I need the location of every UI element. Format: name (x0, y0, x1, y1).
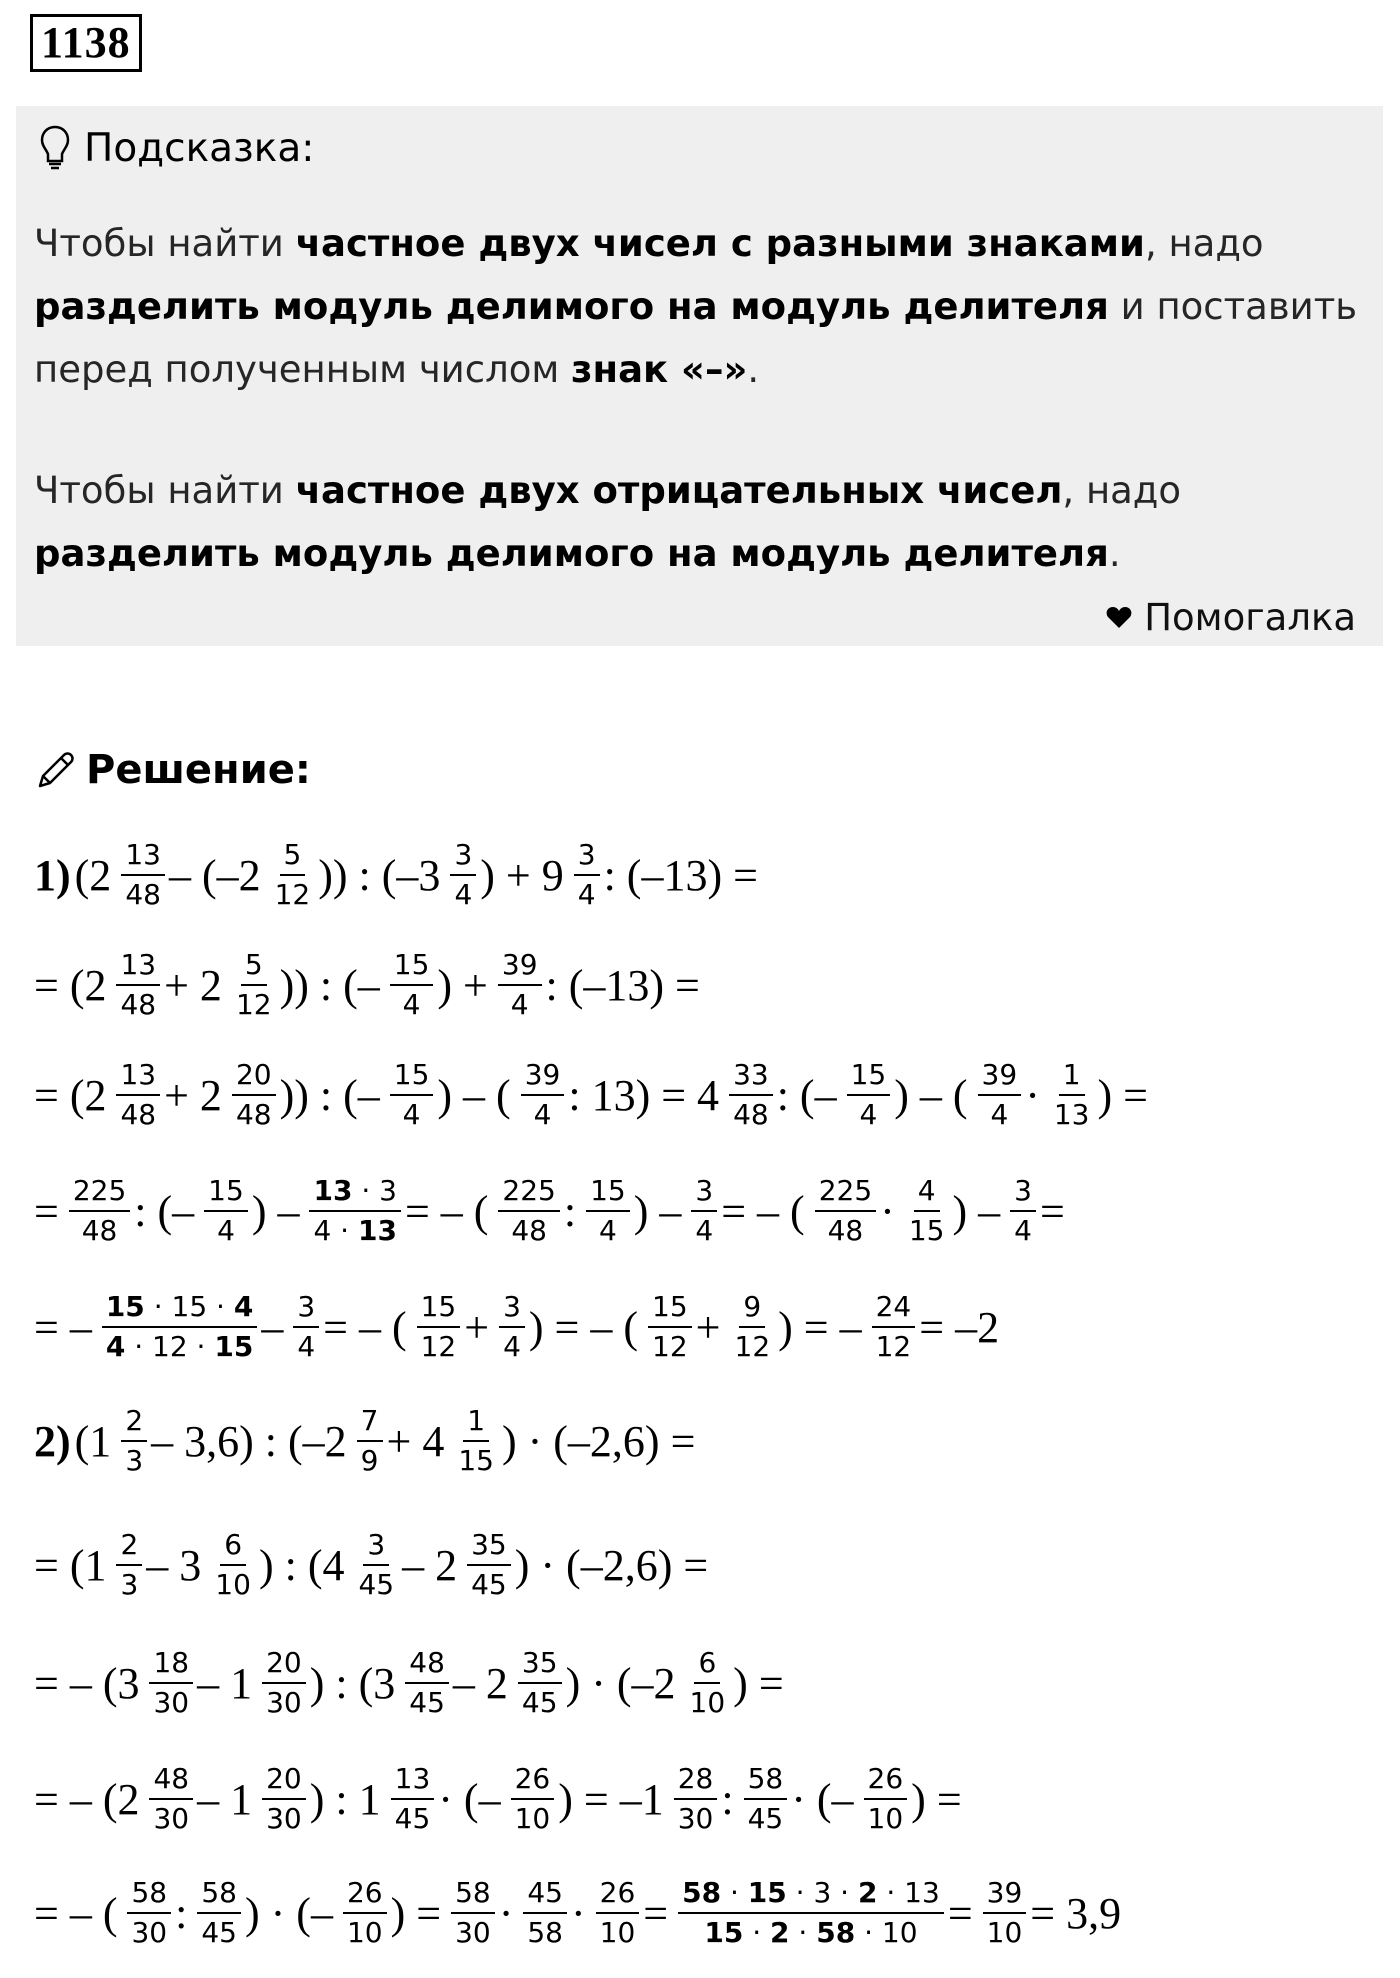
fraction-denominator: 4 (859, 1098, 878, 1131)
fraction-denominator: 30 (266, 1686, 302, 1719)
fraction (499, 1288, 525, 1366)
fraction-denominator: 48 (827, 1214, 864, 1247)
fraction (102, 1288, 257, 1366)
fraction (498, 946, 542, 1024)
fraction-numerator: 3 (691, 1172, 717, 1212)
math-text: = (1039, 1186, 1065, 1236)
fraction (197, 1874, 241, 1952)
item-label: 2) (34, 1416, 71, 1466)
math-text: = – ( (404, 1186, 489, 1236)
fraction-denominator: 30 (153, 1686, 190, 1719)
fraction-numerator: 15 (390, 1056, 434, 1096)
pencil-icon (36, 750, 76, 790)
fraction (121, 1402, 147, 1480)
math-text: : (175, 1888, 188, 1938)
fraction-denominator: 30 (131, 1916, 168, 1949)
fraction-denominator: 45 (409, 1686, 445, 1719)
math-text: )) : (–3 (318, 850, 441, 900)
math-text: ) – (952, 1186, 1001, 1236)
emphasis-text: знак «–» (571, 348, 748, 391)
equation-line (34, 1628, 788, 1738)
fraction (691, 1172, 717, 1250)
math-text: + 2 (164, 1070, 222, 1120)
hint-text: , надо (1062, 469, 1182, 512)
emphasis-text: разделить модуль делимого на модуль делителя (34, 285, 1109, 328)
fraction (983, 1874, 1027, 1952)
fraction-numerator: 1 (463, 1402, 489, 1442)
fraction-numerator: 39 (983, 1874, 1027, 1914)
fraction-numerator: 5 (280, 836, 306, 876)
math-text: ) · (– (244, 1888, 333, 1938)
math-text: = – ( (323, 1302, 407, 1352)
fraction (271, 836, 315, 914)
fraction-denominator: 4 · 13 (313, 1214, 397, 1247)
fraction (121, 836, 165, 914)
fraction-numerator: 58 (197, 1874, 241, 1914)
math-text: )) : (– (279, 1070, 380, 1120)
fraction-denominator: 12 (652, 1330, 688, 1363)
fraction-numerator: 3 (450, 836, 476, 876)
fraction-denominator: 4 (1014, 1214, 1032, 1247)
fraction-numerator: 3 (1010, 1172, 1036, 1212)
fraction-denominator: 4 (510, 988, 529, 1021)
fraction (574, 836, 600, 914)
fraction (729, 1056, 773, 1134)
math-text: ) = – (778, 1302, 862, 1352)
fraction (523, 1874, 567, 1952)
math-text: = – ( (34, 1888, 118, 1938)
fraction (905, 1172, 949, 1250)
fraction-numerator: 28 (674, 1760, 718, 1800)
fraction (127, 1874, 171, 1952)
math-text: – 2 (402, 1540, 458, 1590)
fraction-numerator: 15 (847, 1056, 891, 1096)
math-text: = (947, 1888, 973, 1938)
fraction-numerator: 58 (451, 1874, 495, 1914)
fraction-denominator: 10 (346, 1916, 383, 1949)
hint-paragraph-1 (34, 212, 1364, 401)
fraction-numerator: 1 (1059, 1056, 1085, 1096)
fraction-numerator: 13 (121, 836, 165, 876)
math-text: ) · (–2,6) = (501, 1416, 696, 1466)
fraction-denominator: 4 (402, 988, 421, 1021)
fraction-numerator: 15 (648, 1288, 692, 1328)
emphasis-text: разделить модуль делимого на модуль делителя (34, 532, 1109, 575)
hint-text: . (747, 348, 760, 391)
math-text: : 13) = 4 (568, 1070, 720, 1120)
fraction (511, 1760, 555, 1838)
math-text: ) · (–2,6) = (514, 1540, 709, 1590)
math-text: ) – (251, 1186, 300, 1236)
fraction-numerator: 225 (498, 1172, 559, 1212)
fraction-denominator: 45 (201, 1916, 237, 1949)
task-number: 1138 (30, 14, 142, 72)
fraction-denominator: 12 (875, 1330, 912, 1363)
fraction-numerator: 48 (405, 1644, 449, 1684)
fraction (390, 946, 434, 1024)
hint-text: Чтобы найти (34, 469, 296, 512)
fraction-numerator: 9 (739, 1288, 765, 1328)
fraction (648, 1288, 692, 1366)
math-text: = – (2 (34, 1774, 140, 1824)
fraction-denominator: 4 · 12 · 15 (105, 1330, 254, 1363)
fraction-numerator: 15 · 15 · 4 (102, 1288, 257, 1328)
math-text: = –2 (919, 1302, 1000, 1352)
fraction (467, 1526, 511, 1604)
math-text: = (1 (34, 1540, 107, 1590)
fraction-numerator: 26 (511, 1760, 555, 1800)
fraction-denominator: 15 (908, 1214, 945, 1247)
fraction-numerator: 3 (293, 1288, 319, 1328)
fraction-denominator: 10 (215, 1568, 251, 1601)
fraction-denominator: 48 (120, 1098, 157, 1131)
fraction (498, 1172, 559, 1250)
math-text: = (2 (34, 960, 107, 1010)
fraction-numerator: 18 (149, 1644, 193, 1684)
fraction (978, 1056, 1022, 1134)
fraction-numerator: 15 (204, 1172, 248, 1212)
fraction-numerator: 3 (499, 1288, 525, 1328)
math-text: ) = (911, 1774, 962, 1824)
hint-title (40, 118, 314, 178)
math-text: (2 (74, 850, 112, 900)
fraction-numerator: 58 (744, 1760, 788, 1800)
hint-title-text: Подсказка: (84, 125, 315, 171)
fraction (417, 1288, 461, 1366)
math-text: = 3,9 (1030, 1888, 1122, 1938)
fraction-denominator: 45 (747, 1802, 784, 1835)
math-text: ) = (390, 1888, 442, 1938)
fraction-numerator: 13 (391, 1760, 435, 1800)
fraction-numerator: 3 (574, 836, 600, 876)
fraction-denominator: 12 (420, 1330, 457, 1363)
fraction-denominator: 4 (695, 1214, 714, 1247)
math-text: – (261, 1302, 284, 1352)
fraction-numerator: 7 (357, 1402, 383, 1442)
fraction-denominator: 30 (455, 1916, 491, 1949)
fraction (674, 1760, 718, 1838)
fraction-numerator: 2 (121, 1402, 147, 1442)
fraction (450, 836, 476, 914)
equation-line (34, 1156, 1069, 1266)
solution-title (36, 740, 311, 800)
heart-icon (1106, 605, 1132, 629)
math-text: + (464, 1302, 490, 1352)
math-text: – (–2 (168, 850, 261, 900)
math-text: – 1 (197, 1774, 253, 1824)
fraction-numerator: 26 (596, 1874, 640, 1914)
math-text: ) : (3 (309, 1658, 396, 1708)
math-text: ) : (4 (258, 1540, 345, 1590)
fraction-denominator: 58 (527, 1916, 563, 1949)
fraction-denominator: 4 (217, 1214, 235, 1247)
fraction-denominator: 10 (599, 1916, 636, 1949)
hint-text: . (1108, 532, 1121, 575)
fraction (686, 1644, 730, 1722)
fraction-denominator: 48 (125, 878, 161, 911)
math-text: = – (3 (34, 1658, 140, 1708)
fraction (309, 1172, 400, 1250)
math-text: ) – ( (894, 1070, 968, 1120)
math-text: = (643, 1888, 669, 1938)
math-text: ) · (–2 (565, 1658, 676, 1708)
fraction-numerator: 26 (343, 1874, 387, 1914)
credit-text: Помогалка (1144, 595, 1356, 639)
hint-text: и поставить перед полученным числом (34, 285, 1358, 391)
math-text: : (– (134, 1186, 195, 1236)
fraction (815, 1172, 876, 1250)
fraction-numerator: 20 (262, 1760, 306, 1800)
fraction-denominator: 10 (867, 1802, 904, 1835)
fraction-numerator: 2 (116, 1526, 142, 1566)
math-text: )) : (– (279, 960, 380, 1010)
fraction (69, 1172, 130, 1250)
math-text: = – (34, 1302, 92, 1352)
fraction (232, 946, 276, 1024)
math-text: · (1025, 1070, 1040, 1120)
fraction-denominator: 48 (120, 988, 157, 1021)
fraction-denominator: 45 (394, 1802, 431, 1835)
equation-line (34, 1386, 699, 1496)
fraction-denominator: 30 (677, 1802, 714, 1835)
math-text: · (– (438, 1774, 501, 1824)
fraction-denominator: 10 (986, 1916, 1023, 1949)
equation-line (34, 930, 704, 1040)
fraction (149, 1760, 193, 1838)
fraction-numerator: 39 (521, 1056, 565, 1096)
fraction (116, 1526, 142, 1604)
fraction-denominator: 48 (81, 1214, 118, 1247)
fraction-denominator: 30 (266, 1802, 302, 1835)
fraction-numerator: 26 (864, 1760, 908, 1800)
fraction-denominator: 12 (734, 1330, 771, 1363)
fraction-numerator: 15 (390, 946, 434, 986)
math-text: – 2 (452, 1658, 508, 1708)
lightbulb-icon (40, 125, 70, 171)
fraction-numerator: 39 (498, 946, 542, 986)
math-text: – 3 (146, 1540, 202, 1590)
fraction-denominator: 15 · 2 · 58 · 10 (704, 1916, 918, 1949)
math-text: ) = (1097, 1070, 1148, 1120)
math-text: – 1 (197, 1658, 253, 1708)
math-text: ) – (633, 1186, 682, 1236)
equation-line (34, 820, 762, 930)
math-text: + 2 (164, 960, 222, 1010)
math-text: ) = (733, 1658, 784, 1708)
fraction (451, 1874, 495, 1952)
math-text: : (563, 1186, 577, 1236)
equation-line (34, 1744, 966, 1854)
fraction (1010, 1172, 1036, 1250)
fraction (864, 1760, 908, 1838)
fraction-denominator: 3 (120, 1568, 139, 1601)
fraction-denominator: 12 (274, 878, 311, 911)
math-text: = (2 (34, 1070, 107, 1120)
fraction-denominator: 4 (402, 1098, 421, 1131)
equation-line (34, 1510, 712, 1620)
fraction (521, 1056, 565, 1134)
fraction-numerator: 13 · 3 (309, 1172, 400, 1212)
fraction-denominator: 12 (235, 988, 272, 1021)
fraction-numerator: 15 (586, 1172, 630, 1212)
fraction (354, 1526, 398, 1604)
fraction (1050, 1056, 1094, 1134)
fraction-numerator: 45 (523, 1874, 567, 1914)
fraction-denominator: 10 (514, 1802, 551, 1835)
hint-paragraph-2 (34, 459, 1364, 585)
fraction (872, 1288, 916, 1366)
fraction (116, 1056, 160, 1134)
equation-line (34, 1858, 1125, 1968)
fraction-numerator: 225 (815, 1172, 876, 1212)
fraction-denominator: 4 (454, 878, 473, 911)
fraction (744, 1760, 788, 1838)
fraction-numerator: 225 (69, 1172, 130, 1212)
fraction-denominator: 4 (990, 1098, 1009, 1131)
fraction (454, 1402, 498, 1480)
fraction-numerator: 13 (116, 1056, 160, 1096)
fraction-numerator: 6 (220, 1526, 246, 1566)
credit (1106, 590, 1356, 644)
equation-line (34, 1040, 1152, 1150)
emphasis-text: частное двух чисел с разными знаками (295, 222, 1145, 265)
solution-title-text: Решение: (86, 747, 311, 793)
fraction-numerator: 5 (241, 946, 267, 986)
fraction-denominator: 30 (153, 1802, 190, 1835)
fraction-numerator: 3 (363, 1526, 389, 1566)
hint-text: Чтобы найти (34, 222, 296, 265)
fraction-denominator: 45 (358, 1568, 395, 1601)
fraction-numerator: 35 (467, 1526, 511, 1566)
math-text: : (– (776, 1070, 837, 1120)
hint-text: , надо (1144, 222, 1264, 265)
fraction (149, 1644, 193, 1722)
fraction (391, 1760, 435, 1838)
math-text: · (498, 1888, 514, 1938)
fraction-numerator: 20 (232, 1056, 276, 1096)
fraction-numerator: 15 (417, 1288, 461, 1328)
fraction-denominator: 4 (503, 1330, 521, 1363)
fraction-denominator: 9 (360, 1444, 379, 1477)
fraction (293, 1288, 319, 1366)
math-text: : (721, 1774, 734, 1824)
math-text: (1 (74, 1416, 112, 1466)
fraction (586, 1172, 630, 1250)
fraction (343, 1874, 387, 1952)
fraction-numerator: 33 (729, 1056, 773, 1096)
fraction-denominator: 4 (577, 878, 596, 911)
fraction (232, 1056, 276, 1134)
fraction-denominator: 45 (471, 1568, 507, 1601)
fraction (847, 1056, 891, 1134)
fraction (116, 946, 160, 1024)
fraction (211, 1526, 255, 1604)
fraction (204, 1172, 248, 1250)
fraction-numerator: 4 (914, 1172, 940, 1212)
fraction-denominator: 4 (297, 1330, 316, 1363)
fraction-denominator: 48 (235, 1098, 272, 1131)
emphasis-text: частное двух отрицательных чисел (295, 469, 1063, 512)
fraction (357, 1402, 383, 1480)
math-text: + 4 (386, 1416, 445, 1466)
fraction-denominator: 13 (1053, 1098, 1090, 1131)
math-text: + (695, 1302, 721, 1352)
fraction-numerator: 20 (262, 1644, 306, 1684)
math-text: ) + (437, 960, 488, 1010)
fraction-denominator: 3 (125, 1444, 144, 1477)
fraction-denominator: 4 (533, 1098, 552, 1131)
fraction (262, 1760, 306, 1838)
math-text: = – ( (721, 1186, 805, 1236)
fraction-numerator: 39 (978, 1056, 1022, 1096)
fraction (731, 1288, 775, 1366)
fraction-denominator: 10 (689, 1686, 726, 1719)
fraction-denominator: 15 (458, 1444, 494, 1477)
math-text: · (– (791, 1774, 854, 1824)
fraction (405, 1644, 449, 1722)
math-text: · (571, 1888, 586, 1938)
fraction (262, 1644, 306, 1722)
fraction-denominator: 45 (521, 1686, 558, 1719)
fraction-numerator: 58 · 15 · 3 · 2 · 13 (678, 1874, 944, 1914)
fraction-numerator: 35 (518, 1644, 562, 1684)
math-text: ) : 1 (309, 1774, 381, 1824)
math-text: ) – ( (437, 1070, 511, 1120)
fraction (678, 1874, 944, 1952)
fraction (390, 1056, 434, 1134)
fraction-numerator: 58 (127, 1874, 171, 1914)
equation-line (34, 1272, 1003, 1382)
math-text: – 3,6) : (–2 (151, 1416, 347, 1466)
math-text: ) = –1 (558, 1774, 664, 1824)
math-text: : (–13) = (603, 850, 758, 900)
fraction-numerator: 6 (694, 1644, 720, 1684)
math-text: : (–13) = (545, 960, 700, 1010)
fraction-denominator: 4 (599, 1214, 617, 1247)
math-text: ) + 9 (480, 850, 564, 900)
fraction-numerator: 48 (149, 1760, 193, 1800)
math-text: ) = – ( (528, 1302, 639, 1352)
math-text: · (880, 1186, 895, 1236)
fraction (518, 1644, 562, 1722)
fraction (596, 1874, 640, 1952)
item-label: 1) (34, 850, 71, 900)
fraction-denominator: 48 (511, 1214, 547, 1247)
fraction-numerator: 24 (872, 1288, 916, 1328)
math-text: = (34, 1186, 59, 1236)
fraction-numerator: 13 (116, 946, 160, 986)
fraction-denominator: 48 (733, 1098, 769, 1131)
